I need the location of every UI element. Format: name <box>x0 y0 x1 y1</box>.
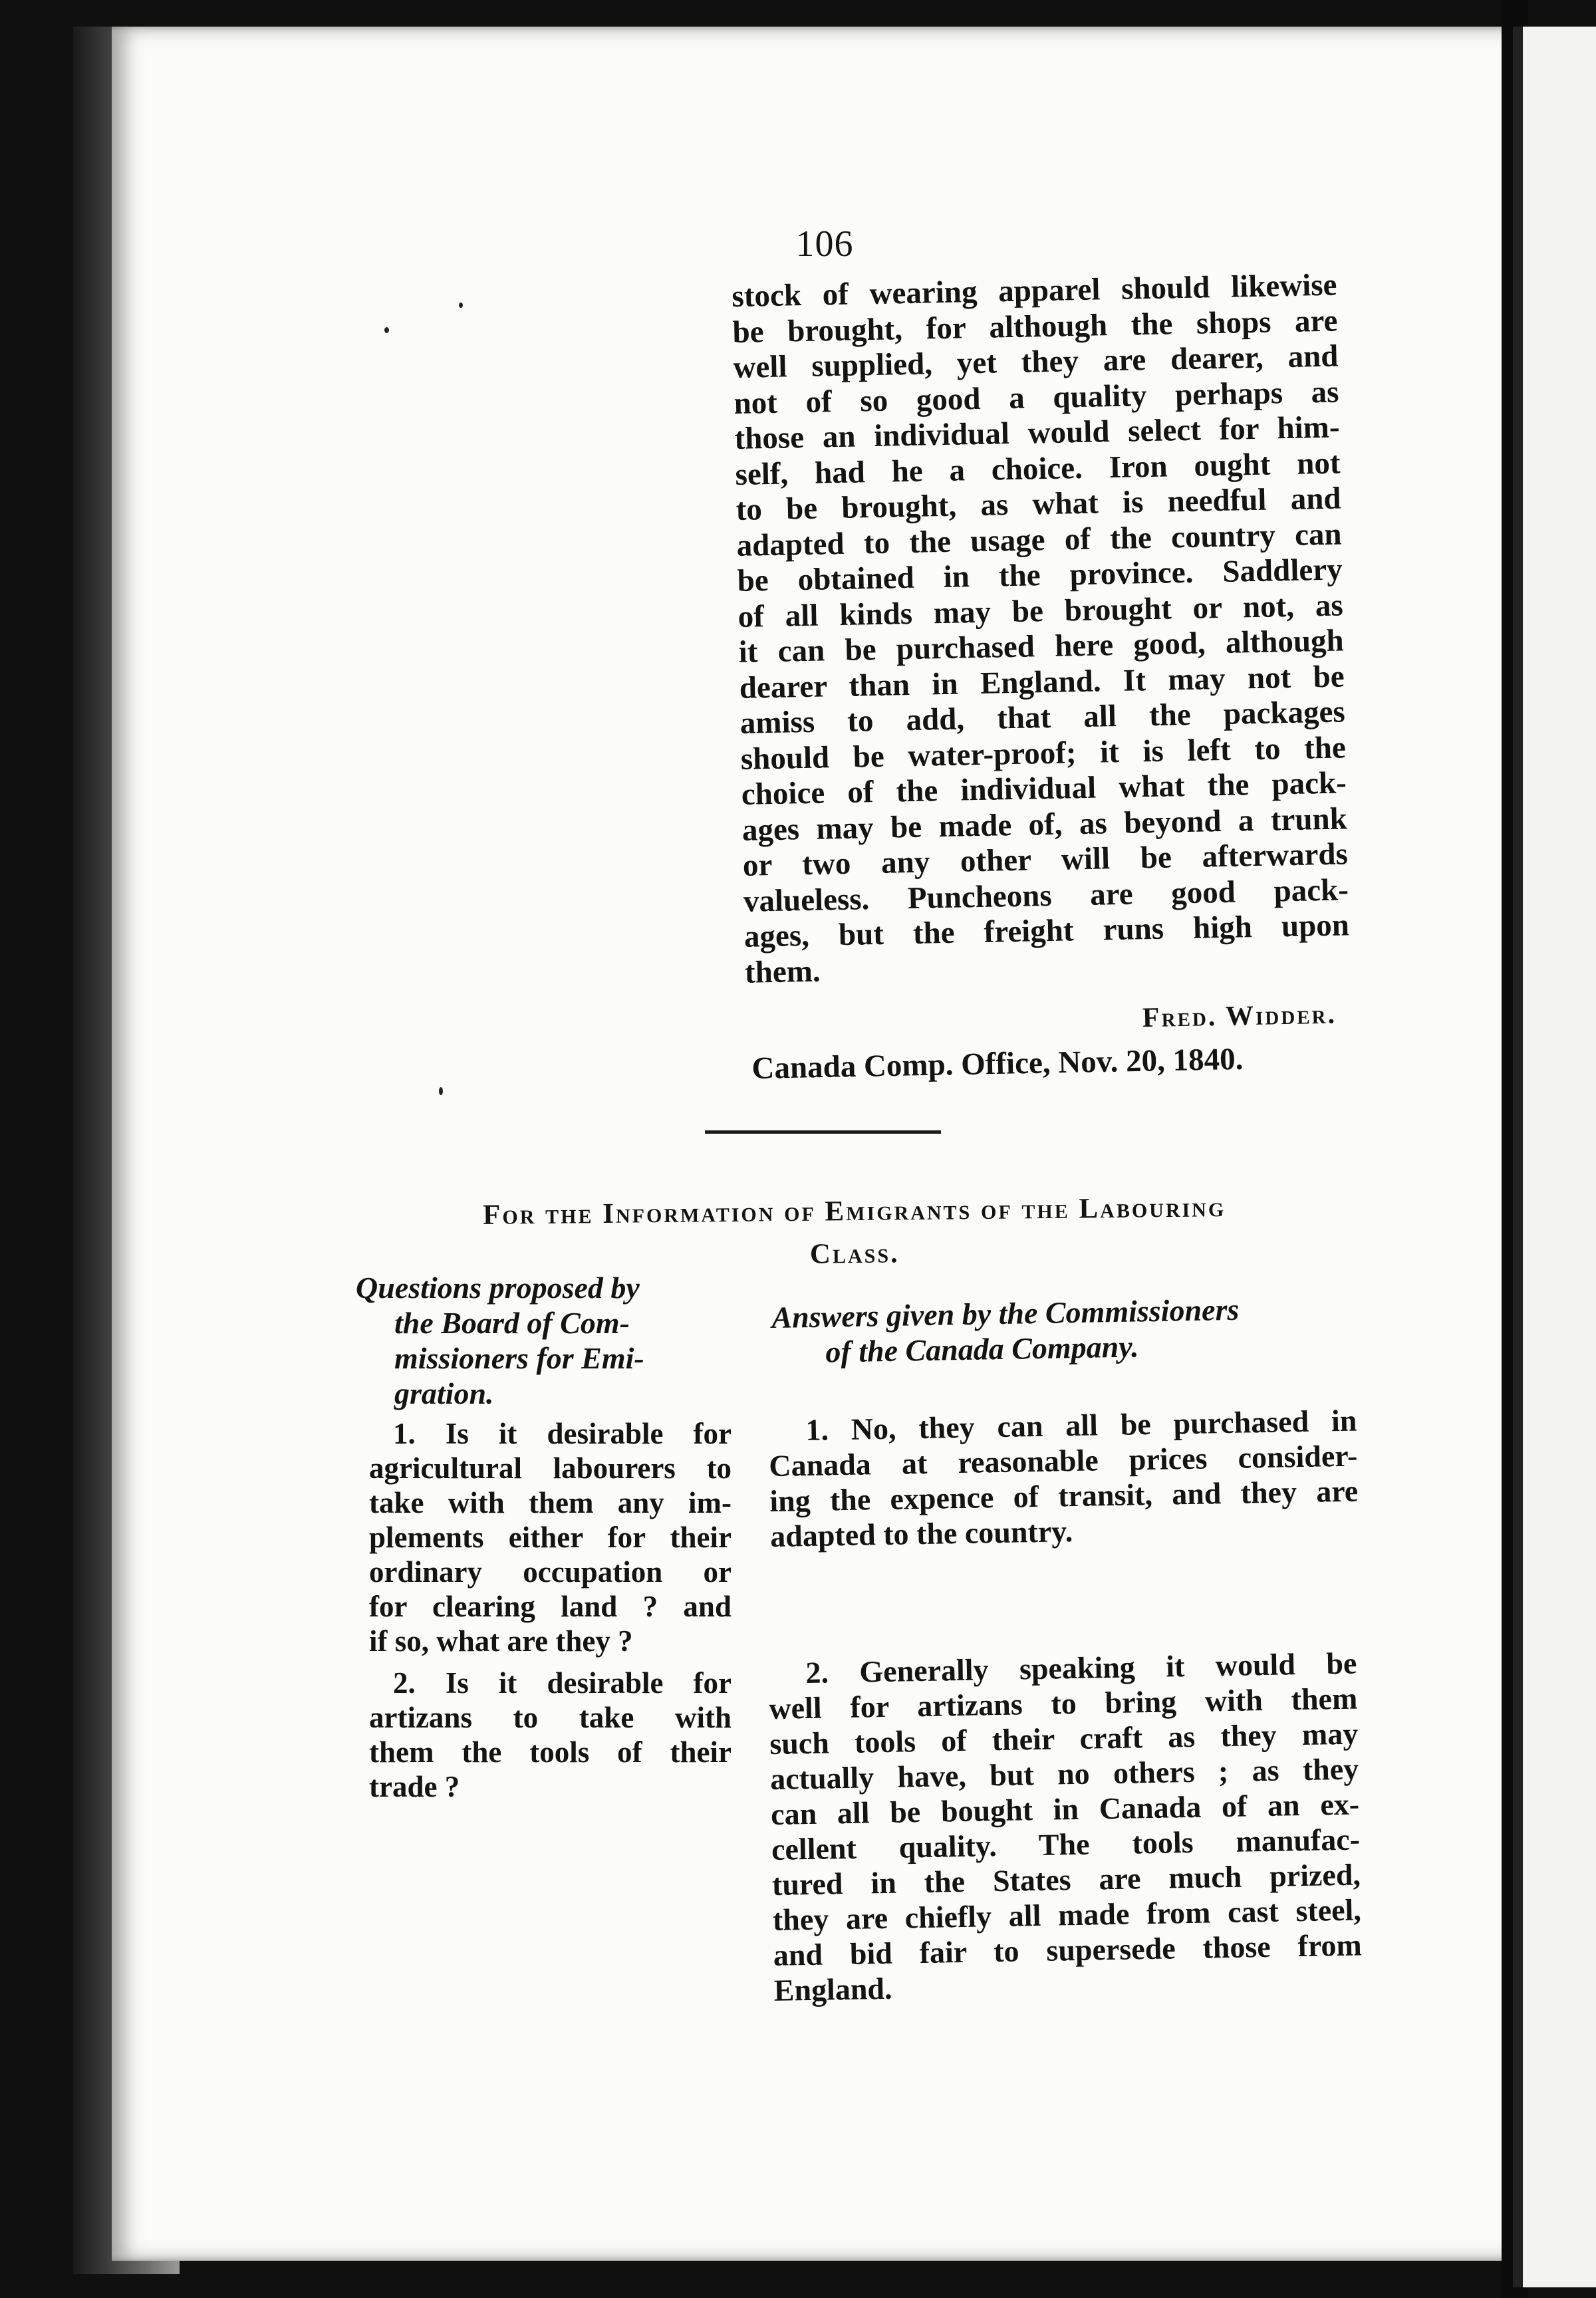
answer-2 <box>768 1646 1363 2008</box>
answer-2-line: actually have, but no others ; as they <box>769 1751 1359 1796</box>
question-2-line: trade ? <box>369 1770 460 1803</box>
answers-column-header <box>771 1290 1358 1370</box>
ink-speck <box>384 327 389 333</box>
body-line: be obtained in the province. Saddlery <box>737 552 1343 598</box>
question-1-line: take with them any im- <box>369 1486 732 1519</box>
signature: Fred. Widder. <box>1142 999 1337 1034</box>
body-paragraph <box>732 268 1350 991</box>
question-1-line: ordinary occupation or <box>369 1555 732 1589</box>
answer-1-line: adapted to the country. <box>769 1514 1073 1553</box>
dateline: Canada Comp. Office, Nov. 20, 1840. <box>751 1041 1244 1086</box>
body-line: well supplied, yet they are dearer, and <box>733 338 1339 385</box>
body-line: self, had he a choice. Iron ought not <box>735 445 1341 492</box>
section-heading-line-2: Class. <box>809 1237 900 1270</box>
body-line: ages, but the freight runs high upon <box>743 908 1350 954</box>
section-heading-line-1: For the Information of Emigrants of the Labouring <box>482 1192 1226 1231</box>
page-number: 106 <box>795 223 854 265</box>
body-line: those an individual would select for him- <box>734 410 1340 456</box>
answer-2-line: 2. Generally speaking it would be <box>805 1646 1357 1690</box>
body-line: valueless. Puncheons are good pack- <box>743 872 1349 919</box>
questions-header-line: missioners for Emi- <box>394 1341 644 1375</box>
questions-header-line: Questions proposed by <box>356 1271 640 1305</box>
question-2-line: artizans to take with <box>369 1701 732 1734</box>
question-2-line: them the tools of their <box>369 1735 732 1769</box>
answer-2-line: cellent quality. The tools manufac- <box>771 1822 1361 1866</box>
answer-2-line: tured in the States are much prized, <box>771 1857 1361 1902</box>
question-1-line: plements either for their <box>369 1521 732 1554</box>
body-line: be brought, for although the shops are <box>732 303 1338 350</box>
questions-header-line: the Board of Com- <box>394 1306 630 1340</box>
answer-2-line: and bid fair to supersede those from <box>773 1928 1363 1972</box>
body-line: ages may be made of, as beyond a trunk <box>741 801 1348 848</box>
answer-2-line: England. <box>773 1971 892 2007</box>
body-line: of all kinds may be brought or not, as <box>737 587 1344 634</box>
answer-2-line: well for artizans to bring with them <box>768 1681 1358 1725</box>
body-line: adapted to the usage of the country can <box>736 516 1343 563</box>
section-divider <box>705 1130 941 1134</box>
question-1-line: for clearing land ? and <box>369 1590 732 1623</box>
body-line: them. <box>744 954 821 990</box>
body-line: should be water-proof; it is left to the <box>740 729 1347 777</box>
body-line: not of so good a quality perhaps as <box>733 374 1339 421</box>
answer-2-line: can all be bought in Canada of an ex- <box>770 1787 1360 1831</box>
body-line: or two any other will be afterwards <box>742 836 1349 883</box>
answers-header-line: Answers given by the Commissioners <box>771 1292 1240 1335</box>
answer-1-line: 1. No, they can all be purchased in <box>805 1403 1357 1448</box>
answer-1-line: Canada at reasonable prices consider- <box>768 1438 1358 1483</box>
section-heading <box>368 1185 1340 1280</box>
question-2-line: 2. Is it desirable for <box>393 1666 732 1700</box>
body-line: amiss to add, that all the packages <box>739 694 1346 741</box>
answer-2-line: such tools of their craft as they may <box>769 1716 1359 1761</box>
question-1-line: 1. Is it desirable for <box>393 1417 732 1450</box>
answer-2-line: they are chiefly all made from cast steel, <box>772 1892 1362 1937</box>
body-line: dearer than in England. It may not be <box>739 658 1345 705</box>
facing-page <box>1523 27 1596 2287</box>
question-1-line: if so, what are they ? <box>369 1624 633 1658</box>
body-line: it can be purchased here good, although <box>738 623 1345 670</box>
answer-1-line: ing the expence of transit, and they are <box>769 1473 1359 1518</box>
ink-speck <box>439 1087 443 1095</box>
answers-header-line: of the Canada Company. <box>825 1329 1139 1369</box>
answer-1 <box>768 1403 1359 1554</box>
ink-speck <box>459 303 463 308</box>
questions-header-line: gration. <box>394 1376 494 1410</box>
body-line: choice of the individual what the pack- <box>741 765 1347 812</box>
question-1-line: agricultural labourers to <box>369 1452 732 1485</box>
question-2 <box>369 1666 732 1804</box>
questions-column-header <box>356 1270 728 1411</box>
body-line: stock of wearing apparel should likewise <box>732 267 1337 314</box>
question-1 <box>369 1416 732 1658</box>
body-line: to be brought, as what is needful and <box>735 481 1341 527</box>
